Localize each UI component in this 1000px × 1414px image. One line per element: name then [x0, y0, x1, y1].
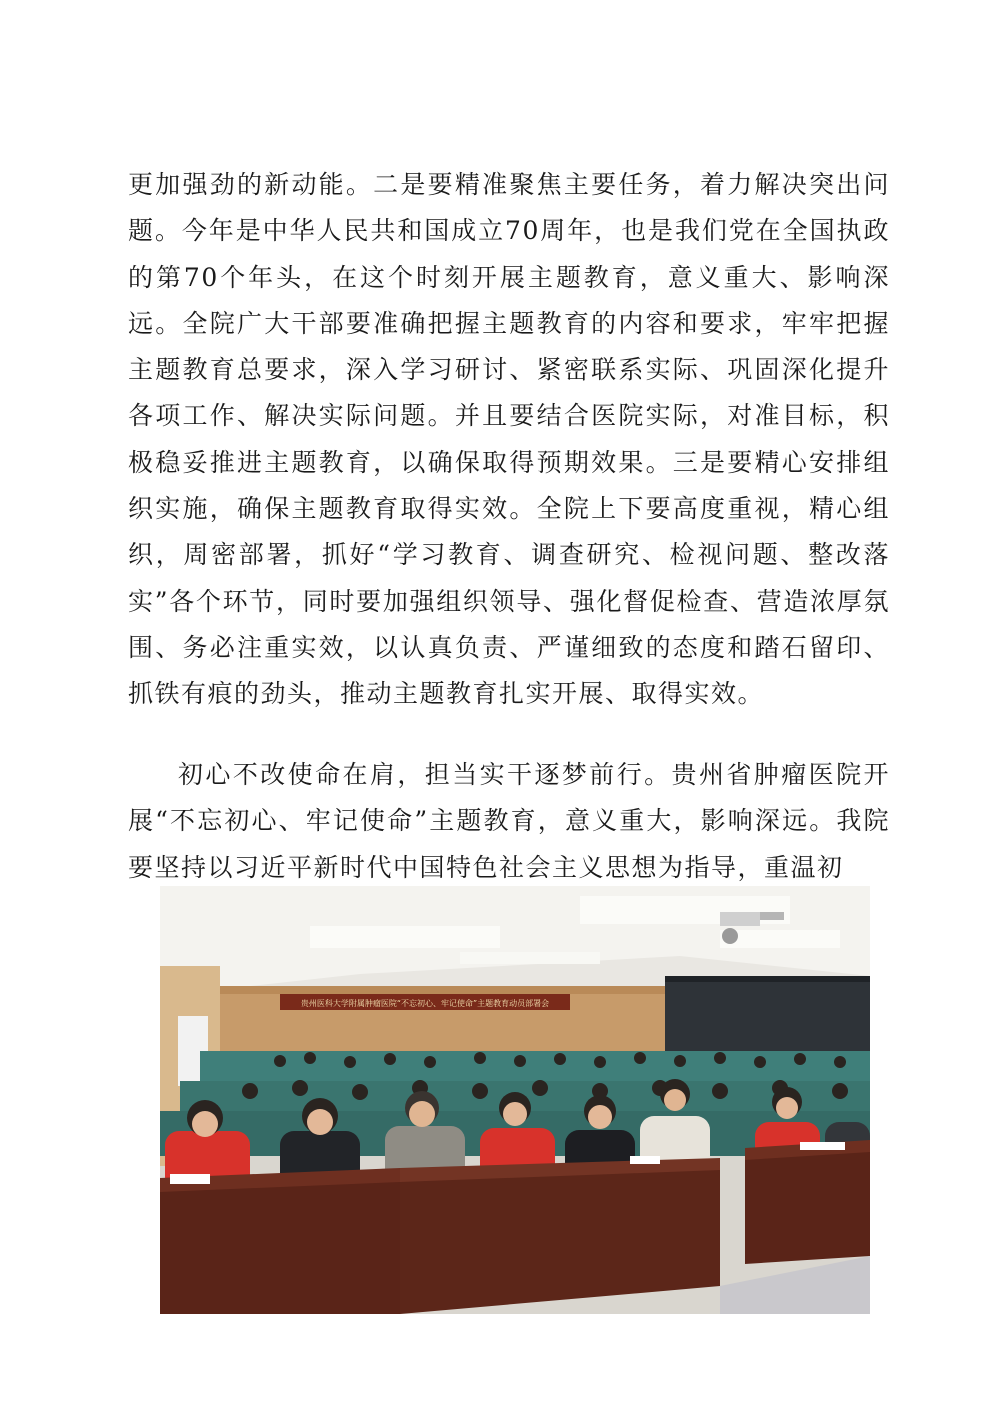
meeting-photo — [160, 886, 870, 1314]
paragraph-2: 初心不改使命在肩，担当实干逐梦前行。贵州省肿瘤医院开展“不忘初心、牢记使命”主题教育，意义重大，影响深远。我院要坚持以习近平新时代中国特色社会主义思想为指导，重温初 — [128, 760, 890, 882]
banner-text: 贵州医科大学附属肿瘤医院“不忘初心、牢记使命”主题教育动员部署会 — [300, 999, 550, 1008]
paragraph-1: 更加强劲的新动能。二是要精准聚焦主要任务，着力解决突出问题。今年是中华人民共和国成立70周年，也是我们党在全国执政的第70个年头，在这个时刻开展主题教育，意义重大、影响深远。全院广大干部要准确把握主题教育的内容和要求，牢牢把握主题教育总要求，深入学习研讨、紧密联系实际、巩固深化提升各项工作、解决实际问题。并且要结合医院实际，对准目标，积极稳妥推进主题教育，以确保取得预期效果。三是要精心安排组织实施，确保主题教育取得实效。全院上下要高度重视，精心组织，周密部署，抓好“学习教育、调查研究、检视问题、整改落实”各个环节，同时要加强组织领导、强化督促检查、营造浓厚氛围、务必注重实效，以认真负责、严谨细致的态度和踏石留印、抓铁有痕的劲头，推动主题教育扎实开展、取得实效。 — [128, 170, 890, 709]
